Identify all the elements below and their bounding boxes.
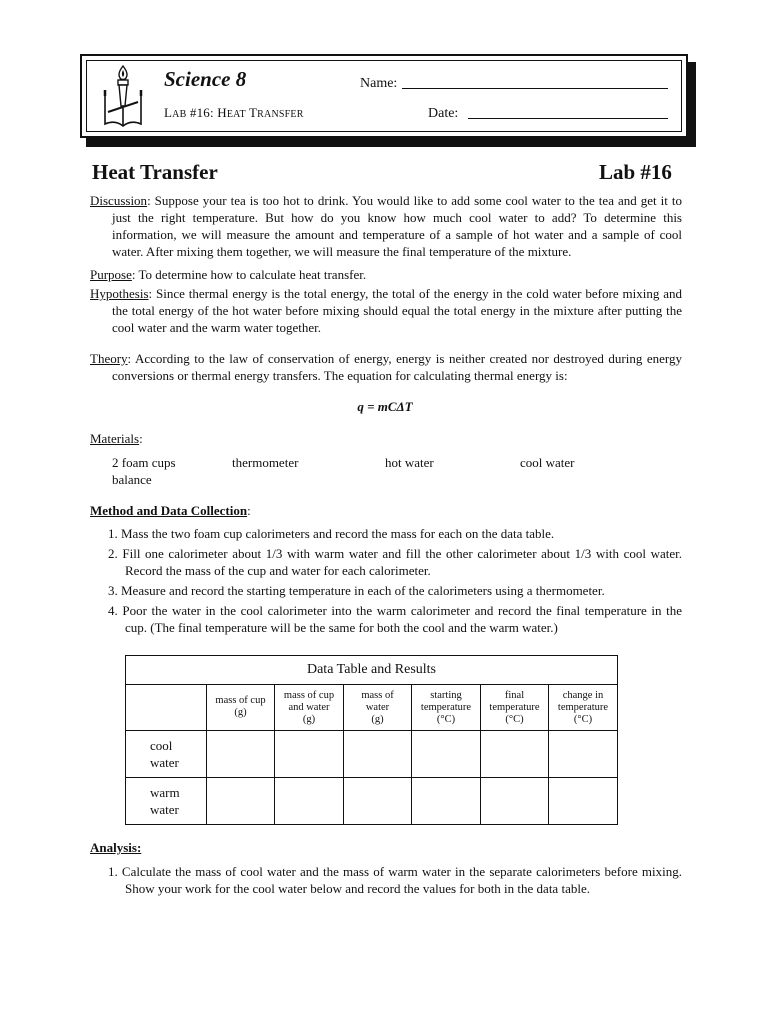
theory-section xyxy=(90,350,682,384)
purpose-label: Purpose xyxy=(90,267,132,282)
table-caption: Data Table and Results xyxy=(126,656,618,685)
column-header-change-in-temperature xyxy=(549,685,618,731)
method-step: 3. Measure and record the starting temperature in each of the calorimeters using a thermometer. xyxy=(108,583,605,598)
row-label-warm-water xyxy=(126,778,207,825)
column-header-mass-of-water xyxy=(344,685,412,731)
name-blank-line[interactable] xyxy=(402,88,668,89)
lab-number: Lab #16 xyxy=(599,160,672,184)
lab-subtitle: LAB #16: HEAT TRANSFER xyxy=(164,105,304,120)
purpose-section xyxy=(90,266,682,283)
column-header-line: mass of cup xyxy=(215,695,266,706)
discussion-section xyxy=(90,192,682,260)
material-item: 2 foam cups xyxy=(112,455,176,470)
row-label-line: warm xyxy=(150,785,180,800)
data-cell[interactable] xyxy=(275,731,344,778)
page-title: Heat Transfer xyxy=(92,160,218,184)
column-header-line: mass of cup xyxy=(283,690,335,701)
row-label-line: cool xyxy=(150,738,173,753)
column-header-mass-of-cup xyxy=(207,685,275,731)
course-title: Science 8 xyxy=(164,67,247,91)
column-header-line: (°C) xyxy=(436,714,456,725)
theory-text: : According to the law of conservation of energy, energy is neither created nor destroyed during energy conversions or thermal energy transfers. The equation for calculating thermal energy is: xyxy=(112,351,682,383)
data-table xyxy=(125,655,618,825)
column-header-line: water xyxy=(365,702,390,713)
column-header-starting-temperature xyxy=(412,685,481,731)
column-header-line: and water xyxy=(288,702,330,713)
material-item: hot water xyxy=(385,455,434,470)
discussion-label: Discussion xyxy=(90,193,148,208)
column-header-line: (g) xyxy=(371,714,384,725)
table-corner-cell xyxy=(126,685,207,731)
material-item: cool water xyxy=(520,455,575,470)
column-header-line: (°C) xyxy=(505,714,524,725)
column-header-line: mass of xyxy=(361,690,394,701)
name-label: Name: xyxy=(360,76,398,91)
method-step: 2. Fill one calorimeter about 1/3 with warm water and fill the other calorimeter about 1/3 with cool water. Record the mass of the cup and water for each calorimeter. xyxy=(108,546,682,578)
method-step: 1. Mass the two foam cup calorimeters and record the mass for each on the data table. xyxy=(108,526,555,541)
column-header-final-temperature xyxy=(481,685,549,731)
column-header-line: temperature xyxy=(489,702,540,713)
method-steps xyxy=(90,525,682,639)
column-header-line: (g) xyxy=(302,714,316,725)
data-cell[interactable] xyxy=(412,778,481,825)
table-row xyxy=(126,731,618,778)
analysis-step: 1. Calculate the mass of cool water and the mass of warm water in the separate calorimeters before mixing. Show your work for the cool water below and record the values for both in the data table. xyxy=(108,864,682,896)
theory-label: Theory xyxy=(90,351,128,366)
materials-colon: : xyxy=(139,431,143,446)
column-header-line: final xyxy=(504,690,525,701)
column-header-line: (°C) xyxy=(573,714,593,725)
column-header-line: temperature xyxy=(420,702,472,713)
column-header-line: starting xyxy=(430,690,462,701)
column-header-line: (g) xyxy=(234,707,247,718)
analysis-heading: Analysis: xyxy=(90,840,142,855)
header-box xyxy=(80,54,688,138)
row-label-cool-water xyxy=(126,731,207,778)
method-label: Method and Data Collection xyxy=(90,503,248,518)
data-cell[interactable] xyxy=(481,731,549,778)
data-cell[interactable] xyxy=(207,731,275,778)
row-label-line: water xyxy=(150,755,179,770)
data-cell[interactable] xyxy=(412,731,481,778)
data-cell[interactable] xyxy=(549,778,618,825)
column-header-line: change in xyxy=(562,690,604,701)
data-cell[interactable] xyxy=(481,778,549,825)
method-colon: : xyxy=(247,503,251,518)
data-cell[interactable] xyxy=(344,731,412,778)
materials-label: Materials xyxy=(90,431,140,446)
torch-book-logo-icon xyxy=(102,64,144,134)
column-header-mass-cup-and-water xyxy=(275,685,344,731)
purpose-text: : To determine how to calculate heat transfer. xyxy=(131,267,367,282)
method-step: 4. Poor the water in the cool calorimeter into the warm calorimeter and record the final temperature in the cup. (The final temperature will be the same for both the cool and the warm water.) xyxy=(108,603,682,635)
date-blank-line[interactable] xyxy=(468,118,668,119)
materials-heading xyxy=(90,430,682,447)
material-item: thermometer xyxy=(232,455,299,470)
date-label: Date: xyxy=(428,106,459,121)
data-cell[interactable] xyxy=(275,778,344,825)
hypothesis-text: : Since thermal energy is the total energy, the total of the energy in the cold water before mixing and the total energy of the hot water before mixing should equal the total energy in the mixture after putting the cool water and the warm water together. xyxy=(112,286,682,335)
column-header-line: temperature xyxy=(557,702,609,713)
hypothesis-section xyxy=(90,285,682,336)
hypothesis-label: Hypothesis xyxy=(90,286,149,301)
analysis-steps xyxy=(90,863,682,897)
method-heading xyxy=(90,502,682,519)
data-cell[interactable] xyxy=(207,778,275,825)
data-cell[interactable] xyxy=(344,778,412,825)
material-item: balance xyxy=(112,472,152,487)
row-label-line: water xyxy=(150,802,179,817)
data-cell[interactable] xyxy=(549,731,618,778)
discussion-text: : Suppose your tea is too hot to drink. You would like to add some cool water to the tea and get it to just the right temperature. But how do you know how much cool water to add? To determine this information, we will measure the amount and temperature of a sample of hot water and a sample of cool water. After mixing them together, we will measure the final temperature of the mixture. xyxy=(112,193,682,259)
table-row xyxy=(126,778,618,825)
thermal-energy-equation: q = mCΔT xyxy=(357,399,413,414)
